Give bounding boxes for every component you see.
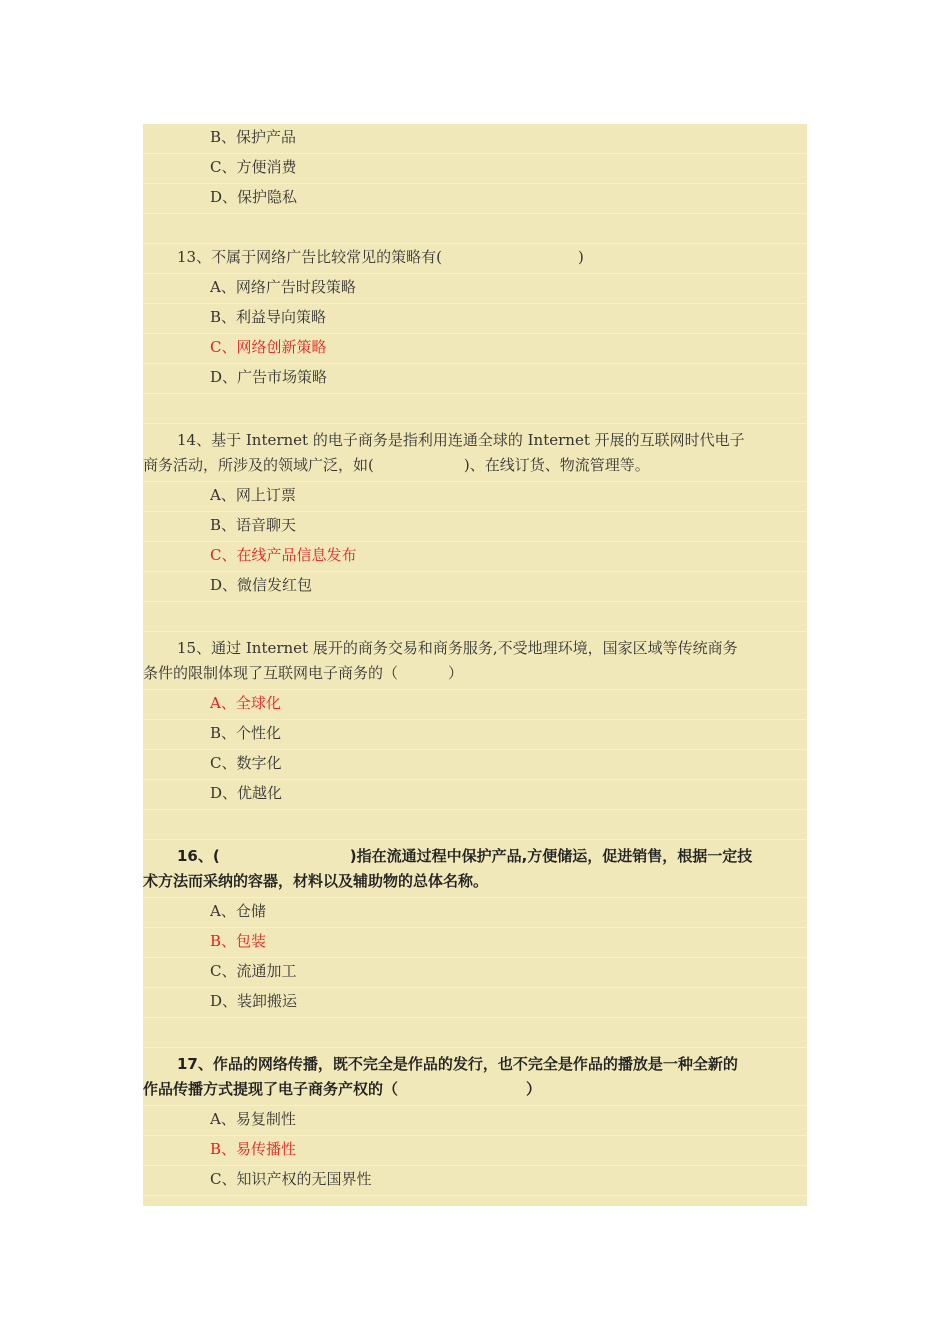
option-q16-d[interactable]: [143, 988, 807, 1018]
option-q17-b-correct[interactable]: [143, 1136, 807, 1166]
stem-text: 商务活动，所涉及的领域广泛，如(: [143, 456, 374, 474]
stem-text: 13、不属于网络广告比较常见的策略有(: [177, 248, 442, 266]
option-q16-c[interactable]: [143, 958, 807, 988]
stem-text: 16、(: [177, 847, 220, 865]
option-q16-a[interactable]: [143, 898, 807, 928]
option-label: B、保护产品: [210, 128, 297, 146]
option-q13-d[interactable]: [143, 364, 807, 394]
stem-line: 14、基于 Internet 的电子商务是指利用连通全球的 Internet 开展的互联网时代电子: [177, 431, 745, 449]
question-16-stem: [143, 840, 807, 898]
option-q14-a[interactable]: [143, 482, 807, 512]
stem-line: [143, 844, 807, 869]
option-label: A、网络广告时段策略: [210, 278, 356, 296]
option-label: C、知识产权的无国界性: [210, 1170, 372, 1188]
option-label: D、保护隐私: [210, 188, 298, 206]
stem-text: 作品传播方式提现了电子商务产权的（: [143, 1080, 399, 1098]
stem-line: 15、通过 Internet 展开的商务交易和商务服务,不受地理环境，国家区域等传统商务: [177, 639, 738, 657]
stem-text: ）: [526, 1080, 542, 1098]
option-q14-b[interactable]: [143, 512, 807, 542]
spacer-row: [143, 810, 807, 840]
stem-line: 17、作品的网络传播，既不完全是作品的发行，也不完全是作品的播放是一种全新的: [177, 1055, 738, 1073]
option-label: A、网上订票: [210, 486, 296, 504]
option-label: B、易传播性: [210, 1140, 297, 1158]
question-14-stem: [143, 424, 807, 482]
question-17-stem: [143, 1048, 807, 1106]
option-q17-a[interactable]: [143, 1106, 807, 1136]
stem-text: )指在流通过程中保护产品,方便储运，促进销售，根据一定技: [349, 847, 753, 865]
option-q16-b-correct[interactable]: [143, 928, 807, 958]
spacer-row: [143, 1018, 807, 1048]
option-q14-d[interactable]: [143, 572, 807, 602]
stem-line: [143, 1077, 807, 1102]
option-q12-b[interactable]: [143, 124, 807, 154]
question-13-stem: [143, 244, 807, 274]
stem-text: ): [577, 248, 584, 266]
option-q15-c[interactable]: [143, 750, 807, 780]
stem-line: [143, 453, 807, 478]
option-q17-c[interactable]: [143, 1166, 807, 1196]
option-q15-a-correct[interactable]: [143, 690, 807, 720]
option-label: D、优越化: [210, 784, 283, 802]
stem-text: ）: [448, 664, 464, 682]
option-label: C、网络创新策略: [210, 338, 327, 356]
option-label: A、仓储: [210, 902, 266, 920]
option-label: C、流通加工: [210, 962, 297, 980]
option-q13-b[interactable]: [143, 304, 807, 334]
option-label: B、个性化: [210, 724, 282, 742]
option-label: D、微信发红包: [210, 576, 313, 594]
option-label: A、易复制性: [210, 1110, 296, 1128]
option-q15-b[interactable]: [143, 720, 807, 750]
stem-text: 条件的限制体现了互联网电子商务的（: [143, 664, 399, 682]
spacer-row: [143, 602, 807, 632]
option-label: B、包装: [210, 932, 267, 950]
option-label: C、数字化: [210, 754, 282, 772]
stem-line: 术方法而采纳的容器，材料以及辅助物的总体名称。: [143, 872, 489, 890]
option-label: B、语音聊天: [210, 516, 297, 534]
option-label: C、方便消费: [210, 158, 297, 176]
option-label: C、在线产品信息发布: [210, 546, 357, 564]
option-q12-c[interactable]: [143, 154, 807, 184]
option-label: A、全球化: [210, 694, 281, 712]
spacer-row: [143, 214, 807, 244]
option-q13-c-correct[interactable]: [143, 334, 807, 364]
option-q13-a[interactable]: [143, 274, 807, 304]
question-15-stem: [143, 632, 807, 690]
stem-text: )、在线订货、物流管理等。: [463, 456, 650, 474]
option-label: B、利益导向策略: [210, 308, 327, 326]
option-q14-c-correct[interactable]: [143, 542, 807, 572]
option-label: D、广告市场策略: [210, 368, 328, 386]
option-q15-d[interactable]: [143, 780, 807, 810]
stem-line: [143, 661, 807, 686]
spacer-row: [143, 394, 807, 424]
question-sheet: [143, 124, 807, 1206]
option-q12-d[interactable]: [143, 184, 807, 214]
option-label: D、装卸搬运: [210, 992, 298, 1010]
